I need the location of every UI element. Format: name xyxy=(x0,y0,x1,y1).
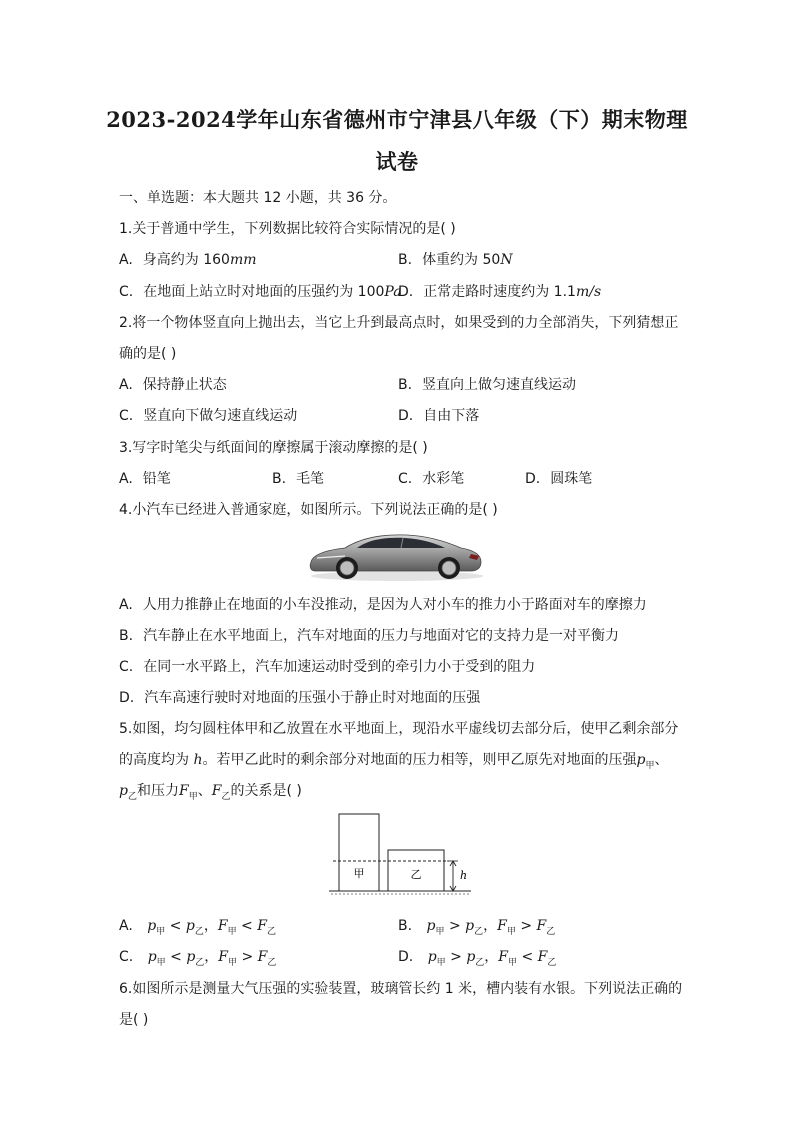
option-label: B. xyxy=(398,252,413,268)
option-label: D. xyxy=(398,284,414,300)
option-label: A. xyxy=(119,252,133,268)
option-label: A. xyxy=(119,471,133,487)
option-label: B. xyxy=(119,628,134,644)
q1-option-b[interactable]: B. 体重约为 50N xyxy=(398,252,513,268)
q3-option-c[interactable]: C. 水彩笔 xyxy=(398,471,465,487)
title-line-1: 2023-2024学年山东省德州市宁津县八年级（下）期末物理 xyxy=(106,107,688,132)
q1-stem: 1.关于普通中学生，下列数据比较符合实际情况的是( ) xyxy=(119,221,456,237)
q5-option-c[interactable]: C. $p_甲 < p_乙$，$F_甲 > F_乙$ xyxy=(119,949,277,968)
option-label: B. xyxy=(398,918,413,934)
q5-stem-line-3: $p_乙$和压力$F_甲$、$F_乙$的关系是( ) xyxy=(119,783,302,802)
q2-option-a[interactable]: A. 保持静止状态 xyxy=(119,377,227,393)
q1-option-c[interactable]: C. 在地面上站立时对地面的压强约为 100Pa xyxy=(119,284,402,300)
q6-stem-line-1: 6.如图所示是测量大气压强的实验装置，玻璃管长约 1 米，槽内装有水银。下列说法正确的 xyxy=(119,981,683,997)
q5-option-d[interactable]: D. $p_甲 > p_乙$，$F_甲 < F_乙$ xyxy=(398,949,557,968)
sports-car-image xyxy=(305,526,485,582)
option-label: D. xyxy=(398,949,414,965)
label-jia: 甲 xyxy=(353,867,365,880)
q1-option-d[interactable]: D. 正常走路时速度约为 1.1m/s xyxy=(398,284,602,300)
option-label: B. xyxy=(398,377,413,393)
cylinders-diagram xyxy=(325,810,475,900)
q2-stem-line-2: 确的是( ) xyxy=(119,346,177,362)
q6-stem-line-2: 是( ) xyxy=(119,1012,149,1028)
option-label: A. xyxy=(119,377,133,393)
option-label: A. xyxy=(119,918,133,934)
q3-option-a[interactable]: A. 铅笔 xyxy=(119,471,171,487)
option-label: C. xyxy=(119,659,134,675)
label-h: h xyxy=(460,869,468,882)
section-heading: 一、单选题：本大题共 12 小题，共 36 分。 xyxy=(119,190,397,206)
q2-stem-line-1: 2.将一个物体竖直向上抛出去，当它上升到最高点时，如果受到的力全部消失，下列猜想正 xyxy=(119,315,679,331)
label-yi: 乙 xyxy=(410,868,422,881)
q4-stem: 4.小汽车已经进入普通家庭，如图所示。下列说法正确的是( ) xyxy=(119,502,498,518)
q4-option-b[interactable]: B. 汽车静止在水平地面上，汽车对地面的压力与地面对它的支持力是一对平衡力 xyxy=(119,628,620,644)
q5-stem-line-2: 的高度均为 h。若甲乙此时的剩余部分对地面的压力相等，则甲乙原先对地面的压强$p_甲$、 xyxy=(119,752,669,771)
option-label: C. xyxy=(398,471,413,487)
option-label: A. xyxy=(119,597,133,613)
q2-option-c[interactable]: C. 竖直向下做匀速直线运动 xyxy=(119,408,298,424)
title-line-2: 试卷 xyxy=(375,149,419,174)
q5-option-a[interactable]: A. $p_甲 < p_乙$，$F_甲 < F_乙$ xyxy=(119,918,276,937)
option-label: D. xyxy=(525,471,541,487)
q2-option-d[interactable]: D. 自由下落 xyxy=(398,408,480,424)
q4-option-c[interactable]: C. 在同一水平路上，汽车加速运动时受到的牵引力小于受到的阻力 xyxy=(119,659,536,675)
option-label: D. xyxy=(119,690,135,706)
option-label: C. xyxy=(119,949,134,965)
q4-option-a[interactable]: A. 人用力推静止在地面的小车没推动，是因为人对小车的推力小于路面对车的摩擦力 xyxy=(119,597,647,613)
q2-option-b[interactable]: B. 竖直向上做匀速直线运动 xyxy=(398,377,577,393)
option-label: C. xyxy=(119,408,134,424)
q1-option-a[interactable]: A. 身高约为 160mm xyxy=(119,252,257,268)
q3-stem: 3.写字时笔尖与纸面间的摩擦属于滚动摩擦的是( ) xyxy=(119,440,428,456)
option-label: D. xyxy=(398,408,414,424)
option-label: B. xyxy=(272,471,287,487)
q4-option-d[interactable]: D. 汽车高速行驶时对地面的压强小于静止时对地面的压强 xyxy=(119,690,481,706)
q3-option-d[interactable]: D. 圆珠笔 xyxy=(525,471,593,487)
q3-option-b[interactable]: B. 毛笔 xyxy=(272,471,325,487)
q5-stem-line-1: 5.如图，均匀圆柱体甲和乙放置在水平地面上，现沿水平虚线切去部分后，使甲乙剩余部分 xyxy=(119,721,679,737)
q5-option-b[interactable]: B. $p_甲 > p_乙$，$F_甲 > F_乙$ xyxy=(398,918,556,937)
option-label: C. xyxy=(119,284,134,300)
